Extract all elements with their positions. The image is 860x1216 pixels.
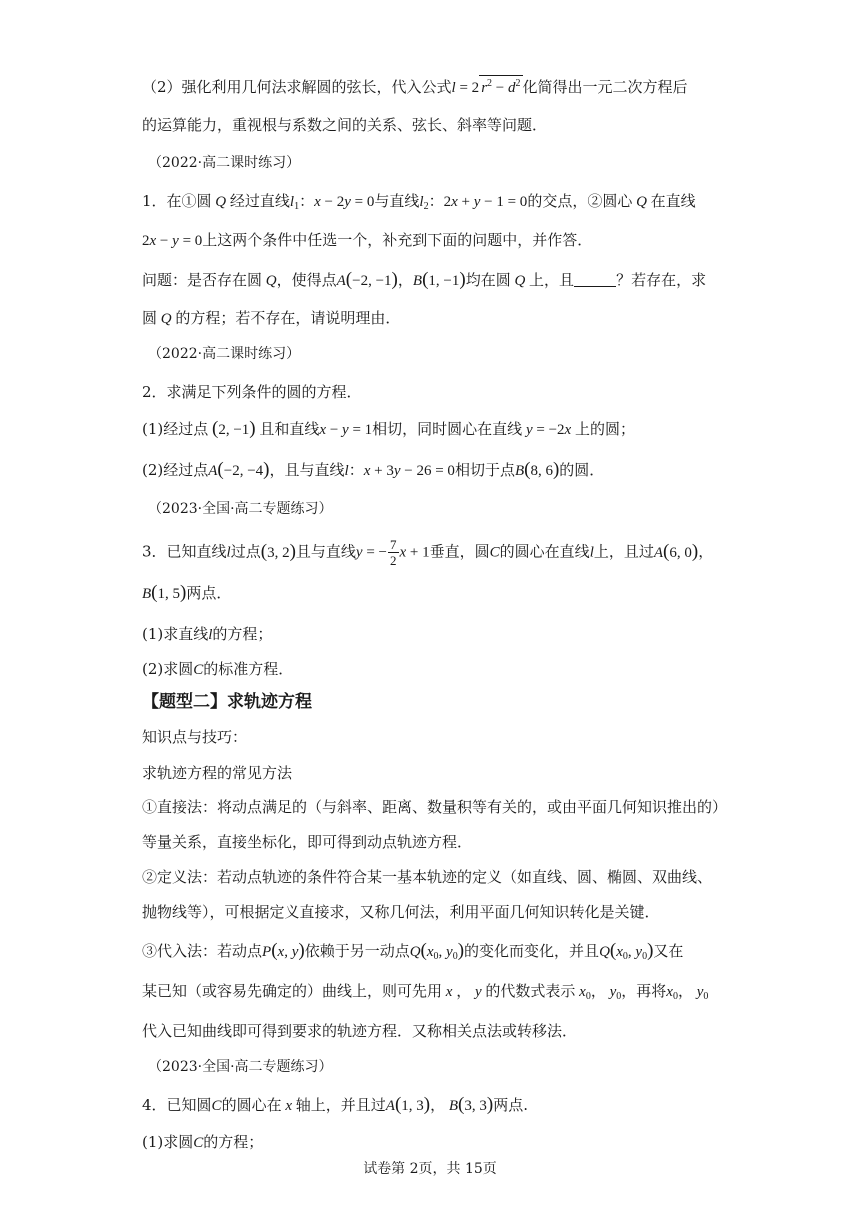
text: ，再将: [621, 982, 667, 1000]
text: 某已知（或容易先确定的）曲线上，则可先用: [142, 982, 443, 1000]
text: 两点.: [493, 1096, 528, 1114]
text: 问题：是否存在圆: [142, 271, 263, 289]
method-3-line-3: 代入已知曲线即可得到要求的轨迹方程．又称相关点法或转移法．: [142, 1022, 578, 1040]
text: 均在圆: [465, 271, 511, 289]
text: 与直线: [374, 192, 420, 210]
text: 1．在①圆: [142, 192, 212, 210]
text: 相切，同时圆心在直线: [372, 420, 523, 438]
q3-line-2: B(1, 5)两点．: [142, 582, 232, 603]
q1-line-4: 圆 Q 的方程；若不存在，请说明理由．: [142, 309, 401, 327]
text: 的变化而变化，并且: [464, 942, 600, 960]
text: 且和直线: [259, 420, 320, 438]
text: 上的圆；: [574, 420, 635, 438]
method-3-line-2: 某已知（或容易先确定的）曲线上，则可先用 x ， y 的代数式表示 $x_0$， $y_0$，再将$x_0$， $y_0$: [142, 982, 709, 1002]
q2-stem: 2．求满足下列条件的圆的方程．: [142, 383, 362, 401]
text: 的交点，②圆心: [527, 192, 633, 210]
q3-line-1: 3．已知直线l过点(3, 2)且与直线y = − $\frac{7}{2}$ x + 1垂直，圆C的圆心在直线l上，且过A(6, 0)，: [142, 537, 714, 568]
intro-line-1: [142, 75, 820, 99]
text: ？若存在，求: [616, 271, 707, 289]
q1-line-1: 1．在①圆 Q 经过直线$l_1$：x − 2y = 0与直线$l_2$：2x + y − 1 = 0的交点，②圆心 Q 在直线: [142, 192, 696, 212]
text: (1)求圆: [142, 1133, 194, 1151]
text: 的圆心在: [221, 1096, 282, 1114]
page-footer: 试卷第 2页，共 15页: [363, 1161, 497, 1177]
text: ③代入法：若动点: [142, 942, 263, 960]
q3-part-2: (2)求圆C的标准方程．: [142, 660, 294, 678]
text: 的标准方程．: [203, 660, 294, 678]
text: 依赖于另一动点: [304, 942, 410, 960]
q1-line-3: 问题：是否存在圆 Q，使得点A(−2, −1)，B(1, −1)均在圆 Q 上，且 ？若存在，求: [142, 269, 707, 290]
source-label: （2023·全国·高二专题练习）: [148, 501, 333, 517]
source-label: （2023·全国·高二专题练习）: [148, 1059, 333, 1075]
text: (1)求直线: [142, 625, 209, 643]
text: (2)求圆: [142, 660, 194, 678]
method-1-line-1: ①直接法：将动点满足的（与斜率、距离、数量积等有关的，或由平面几何知识推出的）: [142, 798, 728, 816]
text: 的圆心在直线: [499, 542, 590, 561]
text: 的方程；: [212, 625, 273, 643]
q1-line-2: 2x − y = 0上这两个条件中任选一个，补充到下面的问题中，并作答．: [142, 231, 593, 249]
text: (2)经过点: [142, 461, 209, 479]
text: 又在: [653, 942, 684, 960]
method-1-line-2: 等量关系，直接坐标化，即可得到动点轨迹方程．: [142, 833, 473, 851]
method-3-line-1: ③代入法：若动点P(x, y)依赖于另一动点$Q(x_0$, $y_0$)的变化而变化，并且$Q(x_0$, $y_0$)又在: [142, 940, 684, 962]
text: 的方程；若不存在，请说明理由．: [175, 309, 401, 327]
text: 圆: [142, 309, 158, 327]
q2-part-1: (1)经过点 (2, −1) 且和直线x − y = 1相切，同时圆心在直线 y = −2x 上的圆；: [142, 418, 635, 439]
text: ，且与直线: [269, 461, 345, 479]
text: 上这两个条件中任选一个，补充到下面的问题中，并作答．: [202, 231, 593, 249]
q4-line-1: 4．已知圆C的圆心在 x 轴上，并且过A(1, 3)， B(3, 3)两点.: [142, 1094, 528, 1115]
text: 3．已知直线: [142, 542, 227, 561]
text: 经过直线: [229, 192, 290, 210]
text: ，使得点: [276, 271, 337, 289]
q2-part-2: (2)经过点A(−2, −4)，且与直线l：x + 3y − 26 = 0相切于点B(8, 6)的圆．: [142, 459, 605, 480]
text: 轴上，并且过: [295, 1096, 386, 1114]
text: （2）强化利用几何法求解圆的弦长，代入公式: [142, 78, 452, 96]
text: 4．已知圆: [142, 1096, 212, 1114]
text: (1)经过点: [142, 420, 209, 438]
text: 在直线: [650, 192, 696, 210]
text: 相切于点: [454, 461, 515, 479]
intro-line-2: 的运算能力，重视根与系数之间的关系、弦长、斜率等问题．: [142, 116, 548, 134]
chord-formula: l = 2 $r^2 - d^2$: [452, 80, 523, 96]
text: 的方程；: [203, 1133, 264, 1151]
text: 化简得出一元二次方程后: [522, 78, 688, 96]
text: 过点: [230, 542, 261, 561]
text: 且与直线: [295, 542, 356, 561]
text: 垂直，圆: [429, 542, 490, 561]
text: 上，且: [529, 271, 575, 289]
q4-part-1: (1)求圆C的方程；: [142, 1133, 264, 1151]
fraction: $\frac{7}{2}$: [390, 537, 397, 568]
text: 两点．: [186, 584, 232, 602]
source-label: （2022·高二课时练习）: [148, 346, 301, 362]
q3-part-1: (1)求直线l的方程；: [142, 625, 273, 643]
knowledge-label: 知识点与技巧：: [142, 728, 248, 746]
answer-blank: [574, 272, 616, 287]
section-heading: 【题型二】求轨迹方程: [142, 692, 312, 712]
methods-label: 求轨迹方程的常见方法: [142, 764, 293, 782]
source-label: （2022·高二课时练习）: [148, 155, 301, 171]
method-2-line-2: 抛物线等），可根据定义直接求，又称几何法，利用平面几何知识转化是关键．: [142, 903, 660, 921]
method-2-line-1: ②定义法：若动点轨迹的条件符合某一基本轨迹的定义（如直线、圆、椭圆、双曲线、: [142, 868, 713, 886]
text: 的代数式表示: [485, 982, 576, 1000]
text: 的圆．: [559, 461, 605, 479]
text: 上，且过: [593, 542, 654, 561]
